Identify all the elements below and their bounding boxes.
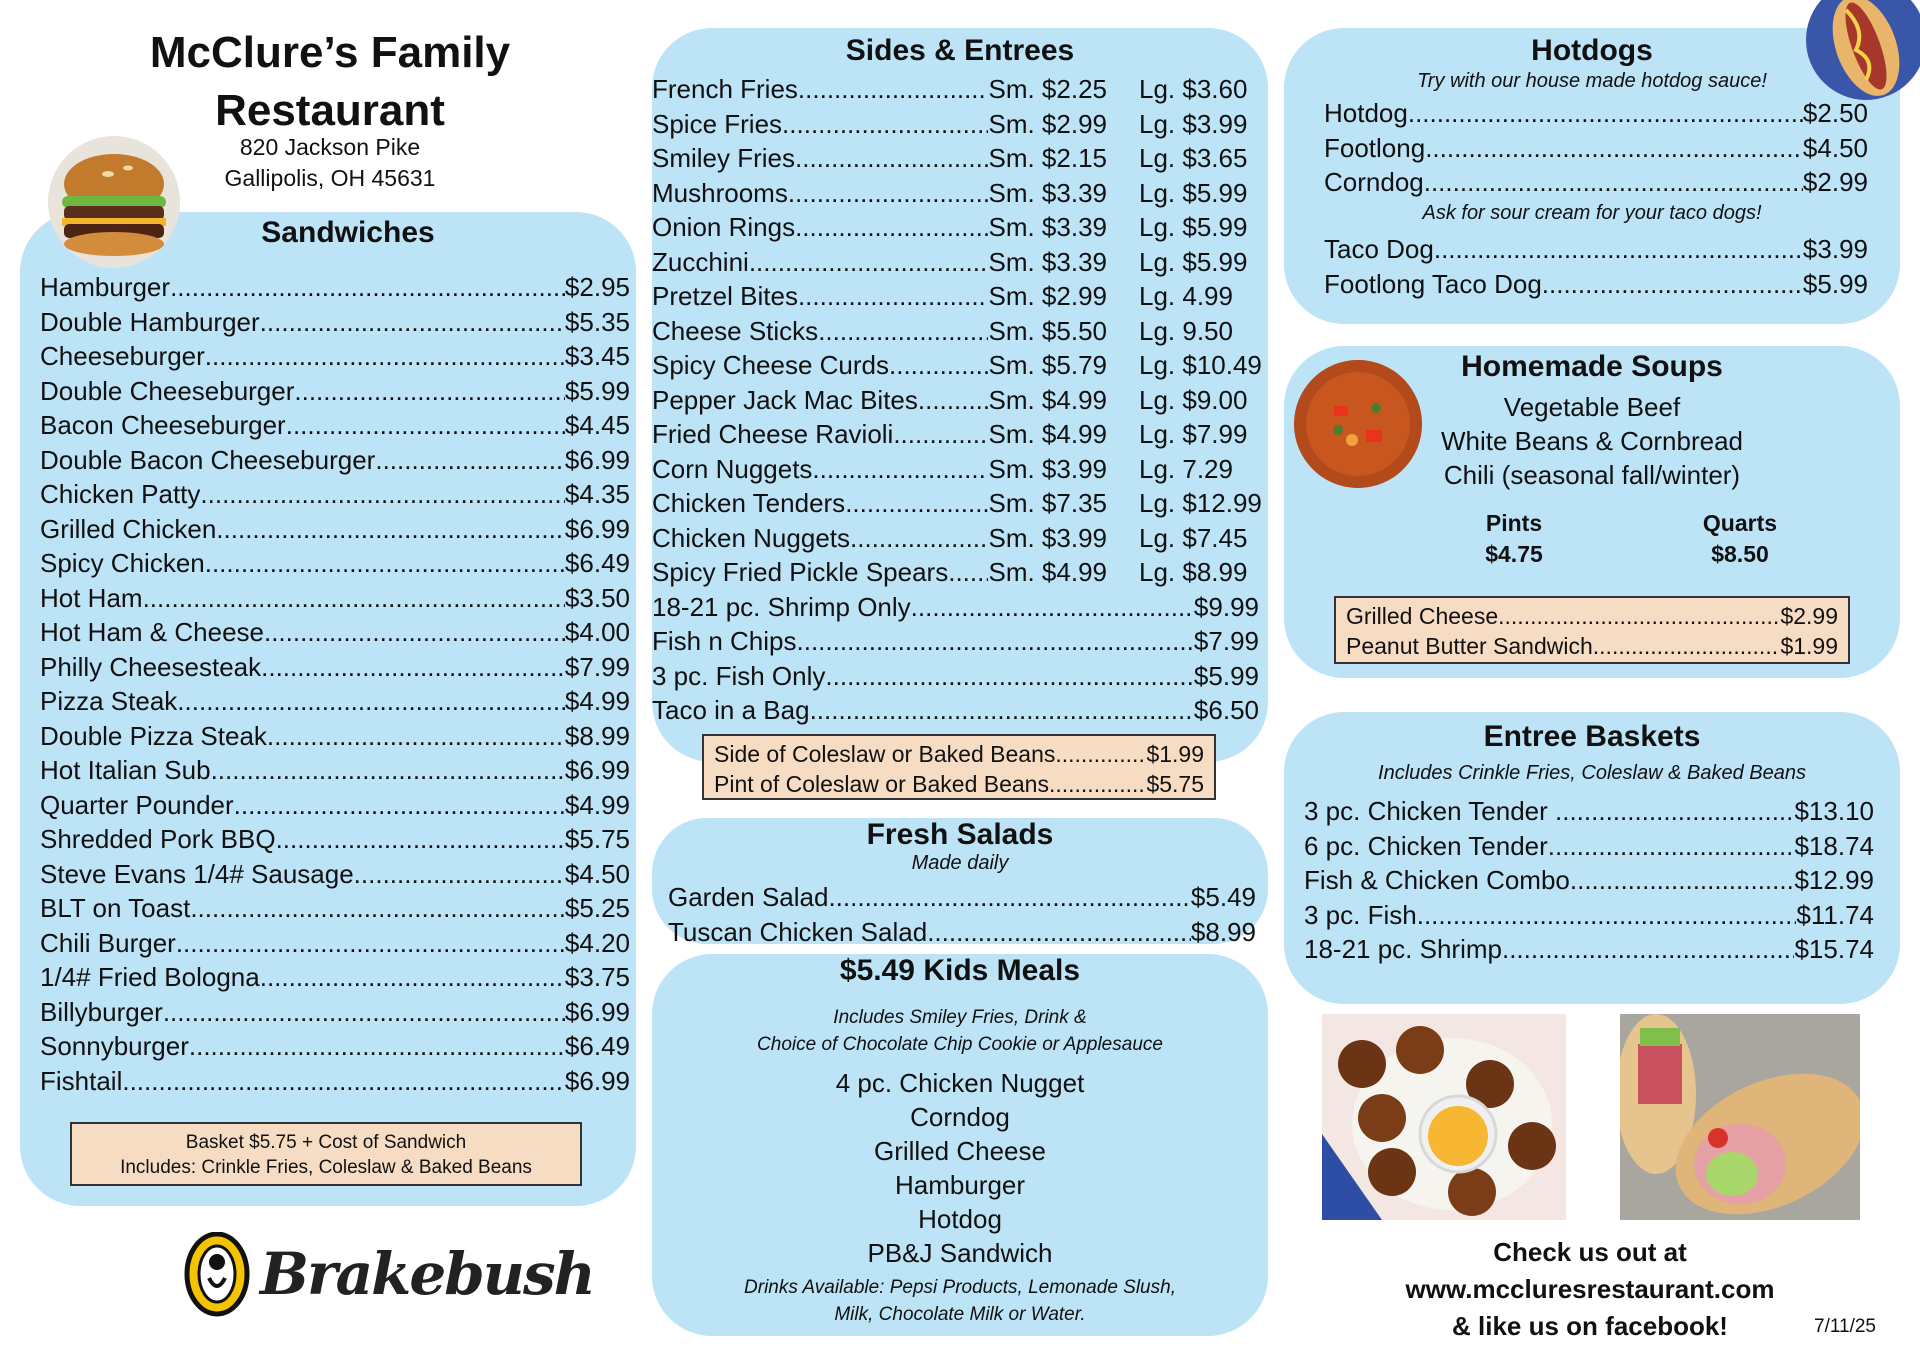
address-line2: Gallipolis, OH 45631 — [224, 165, 436, 191]
menu-item: Spicy Fried Pickle Spears ..... Sm. $4.99 Lg. $8.99 — [652, 555, 1272, 590]
restaurant-address — [150, 132, 510, 194]
menu-item: Taco Dog ..... $3.99 — [1324, 232, 1868, 267]
menu-item: Footlong ..... $4.50 — [1324, 131, 1868, 166]
menu-item: Philly Cheesesteak ..... $7.99 — [40, 650, 630, 685]
menu-item: Hot Ham ..... $3.50 — [40, 581, 630, 616]
menu-item: Hamburger ..... $2.95 — [40, 270, 630, 305]
kids-note-line2: Choice of Chocolate Chip Cookie or Applesauce — [757, 1034, 1163, 1055]
hotdogs-title: Hotdogs — [1531, 34, 1653, 67]
menu-item: Onion Rings ..... Sm. $3.39 Lg. $5.99 — [652, 210, 1272, 245]
menu-item: Chicken Tenders ..... Sm. $7.35 Lg. $12.99 — [652, 486, 1272, 521]
menu-item: Chili Burger ..... $4.20 — [40, 926, 630, 961]
kids-note-line1: Includes Smiley Fries, Drink & — [833, 1007, 1087, 1028]
kids-items — [652, 1066, 1268, 1270]
quarts-label: Quarts — [1702, 510, 1778, 536]
menu-item: 3 pc. Fish ..... $11.74 — [1304, 898, 1874, 933]
menu-item: Pepper Jack Mac Bites ..... Sm. $4.99 Lg. $9.00 — [652, 383, 1272, 418]
menu-item: Spicy Cheese Curds ..... Sm. $5.79 Lg. $10.49 — [652, 348, 1272, 383]
brakebush-wordmark: Brakebush — [260, 1240, 594, 1308]
menu-item: Double Hamburger ..... $5.35 — [40, 305, 630, 340]
soups-title: Homemade Soups — [1461, 350, 1723, 383]
kids-title: $5.49 Kids Meals — [839, 954, 1081, 987]
menu-item: Fish & Chicken Combo ..... $12.99 — [1304, 863, 1874, 898]
menu-item: Corndog ..... $2.99 — [1324, 165, 1868, 200]
pints-price: $4.75 — [1485, 541, 1543, 567]
menu-item: Steve Evans 1/4# Sausage ..... $4.50 — [40, 857, 630, 892]
menu-item: Hotdog ..... $2.50 — [1324, 96, 1868, 131]
pints-column — [1414, 508, 1614, 570]
menu-item: French Fries ..... Sm. $2.25 Lg. $3.60 — [652, 72, 1272, 107]
pretzel-bites-image — [1322, 1014, 1566, 1220]
hotdogs-list2 — [1324, 232, 1868, 301]
basket-note-line2: Includes: Crinkle Fries, Coleslaw & Baked Beans — [120, 1157, 532, 1178]
menu-item: Double Cheeseburger ..... $5.99 — [40, 374, 630, 409]
menu-item: 1/4# Fried Bologna ..... $3.75 — [40, 960, 630, 995]
soup-item: Vegetable Beef — [1503, 392, 1681, 422]
menu-item: Fishtail ..... $6.99 — [40, 1064, 630, 1099]
brakebush-chicken-icon — [182, 1232, 252, 1318]
menu-item: Grilled Chicken ..... $6.99 — [40, 512, 630, 547]
quarts-column — [1640, 508, 1840, 570]
sub-sandwich-image — [1620, 1014, 1860, 1220]
soups-extras-box — [1334, 596, 1850, 664]
menu-item: Spicy Chicken ..... $6.49 — [40, 546, 630, 581]
menu-item: 3 pc. Chicken Tender ..... $13.10 — [1304, 794, 1874, 829]
menu-item: 18-21 pc. Shrimp ..... $15.74 — [1304, 932, 1874, 967]
salads-list — [668, 880, 1256, 949]
menu-item: Pretzel Bites ..... Sm. $2.99 Lg. 4.99 — [652, 279, 1272, 314]
menu-item: Side of Coleslaw or Baked Beans ..... $1.99 — [714, 739, 1204, 769]
coleslaw-box — [702, 734, 1216, 800]
menu-item: Bacon Cheeseburger ..... $4.45 — [40, 408, 630, 443]
baskets-title: Entree Baskets — [1483, 720, 1701, 753]
baskets-note: Includes Crinkle Fries, Coleslaw & Baked Beans — [1378, 762, 1806, 784]
menu-date: 7/11/25 — [1814, 1316, 1876, 1337]
menu-item: Double Pizza Steak ..... $8.99 — [40, 719, 630, 754]
menu-item: Fish n Chips ..... $7.99 — [652, 624, 1259, 659]
menu-item: Hot Ham & Cheese ..... $4.00 — [40, 615, 630, 650]
menu-item: Mushrooms ..... Sm. $3.39 Lg. $5.99 — [652, 176, 1272, 211]
callout-line3: & like us on facebook! — [1452, 1311, 1728, 1341]
restaurant-name-line2: Restaurant — [215, 86, 445, 135]
soup-item: Chili (seasonal fall/winter) — [1443, 460, 1741, 490]
menu-item: Cheese Sticks ..... Sm. $5.50 Lg. 9.50 — [652, 314, 1272, 349]
menu-item: Spice Fries ..... Sm. $2.99 Lg. $3.99 — [652, 107, 1272, 142]
website-link[interactable]: www.mccluresrestaurant.com — [1405, 1274, 1775, 1304]
restaurant-name — [100, 24, 560, 140]
kids-item: Hamburger — [894, 1170, 1026, 1200]
sides-title: Sides & Entrees — [845, 34, 1075, 67]
menu-item: Shredded Pork BBQ ..... $5.75 — [40, 822, 630, 857]
address-line1: 820 Jackson Pike — [239, 134, 421, 160]
menu-item: 6 pc. Chicken Tender ..... $18.74 — [1304, 829, 1874, 864]
basket-note-box — [70, 1122, 582, 1186]
menu-item: Pint of Coleslaw or Baked Beans ..... $5.75 — [714, 769, 1204, 799]
sandwiches-panel — [20, 212, 636, 1206]
sandwiches-title: Sandwiches — [261, 216, 435, 249]
salads-subtitle: Made daily — [911, 852, 1009, 874]
menu-item: Taco in a Bag ..... $6.50 — [652, 693, 1259, 728]
quarts-price: $8.50 — [1711, 541, 1769, 567]
menu-item: Tuscan Chicken Salad ..... $8.99 — [668, 915, 1256, 950]
menu-item: Footlong Taco Dog ..... $5.99 — [1324, 267, 1868, 302]
baskets-panel — [1284, 712, 1900, 1004]
baskets-list — [1304, 794, 1874, 967]
website-callout — [1300, 1234, 1880, 1345]
menu-item: Peanut Butter Sandwich ..... $1.99 — [1346, 631, 1838, 661]
menu-item: Double Bacon Cheeseburger ..... $6.99 — [40, 443, 630, 478]
kids-item: PB&J Sandwich — [867, 1238, 1053, 1268]
menu-item: BLT on Toast ..... $5.25 — [40, 891, 630, 926]
menu-item: Smiley Fries ..... Sm. $2.15 Lg. $3.65 — [652, 141, 1272, 176]
kids-drinks-line1: Drinks Available: Pepsi Products, Lemonade Slush, — [744, 1277, 1176, 1298]
menu-item: 18-21 pc. Shrimp Only ..... $9.99 — [652, 590, 1259, 625]
menu-item: Corn Nuggets ..... Sm. $3.99 Lg. 7.29 — [652, 452, 1272, 487]
hotdogs-list1 — [1324, 96, 1868, 200]
menu-item: Billyburger ..... $6.99 — [40, 995, 630, 1030]
salads-panel — [652, 818, 1268, 947]
pints-label: Pints — [1485, 510, 1543, 536]
kids-item: 4 pc. Chicken Nugget — [835, 1068, 1085, 1098]
kids-drinks-line2: Milk, Chocolate Milk or Water. — [834, 1304, 1086, 1325]
soup-image — [1294, 360, 1422, 488]
hotdogs-note1: Try with our house made hotdog sauce! — [1417, 70, 1767, 92]
menu-item: Hot Italian Sub ..... $6.99 — [40, 753, 630, 788]
sandwiches-list — [40, 270, 630, 1098]
hotdogs-panel — [1284, 28, 1900, 324]
kids-drinks — [652, 1274, 1268, 1328]
menu-item: Grilled Cheese ..... $2.99 — [1346, 601, 1838, 631]
basket-note-line1: Basket $5.75 + Cost of Sandwich — [185, 1132, 467, 1153]
menu-item: Garden Salad ..... $5.49 — [668, 880, 1256, 915]
menu-item: Chicken Nuggets ..... Sm. $3.99 Lg. $7.45 — [652, 521, 1272, 556]
soup-item: White Beans & Cornbread — [1440, 426, 1744, 456]
kids-item: Grilled Cheese — [874, 1136, 1046, 1166]
menu-item: Zucchini ..... Sm. $3.39 Lg. $5.99 — [652, 245, 1272, 280]
kids-note — [652, 1004, 1268, 1058]
menu-item: Cheeseburger ..... $3.45 — [40, 339, 630, 374]
menu-item: Quarter Pounder ..... $4.99 — [40, 788, 630, 823]
menu-item: Sonnyburger ..... $6.49 — [40, 1029, 630, 1064]
menu-item: 3 pc. Fish Only ..... $5.99 — [652, 659, 1259, 694]
kids-item: Hotdog — [918, 1204, 1002, 1234]
menu-item: Pizza Steak ..... $4.99 — [40, 684, 630, 719]
kids-panel — [652, 954, 1268, 1336]
sides-sized-list — [652, 72, 1272, 728]
callout-line1: Check us out at — [1493, 1237, 1687, 1267]
kids-item: Corndog — [910, 1102, 1010, 1132]
restaurant-name-line1: McClure’s Family — [149, 28, 511, 77]
brakebush-logo — [182, 1232, 594, 1322]
menu-item: Chicken Patty ..... $4.35 — [40, 477, 630, 512]
burger-image — [48, 136, 180, 268]
menu-item: Fried Cheese Ravioli ..... Sm. $4.99 Lg. $7.99 — [652, 417, 1272, 452]
hotdogs-note2: Ask for sour cream for your taco dogs! — [1422, 202, 1762, 224]
salads-title: Fresh Salads — [866, 818, 1054, 851]
